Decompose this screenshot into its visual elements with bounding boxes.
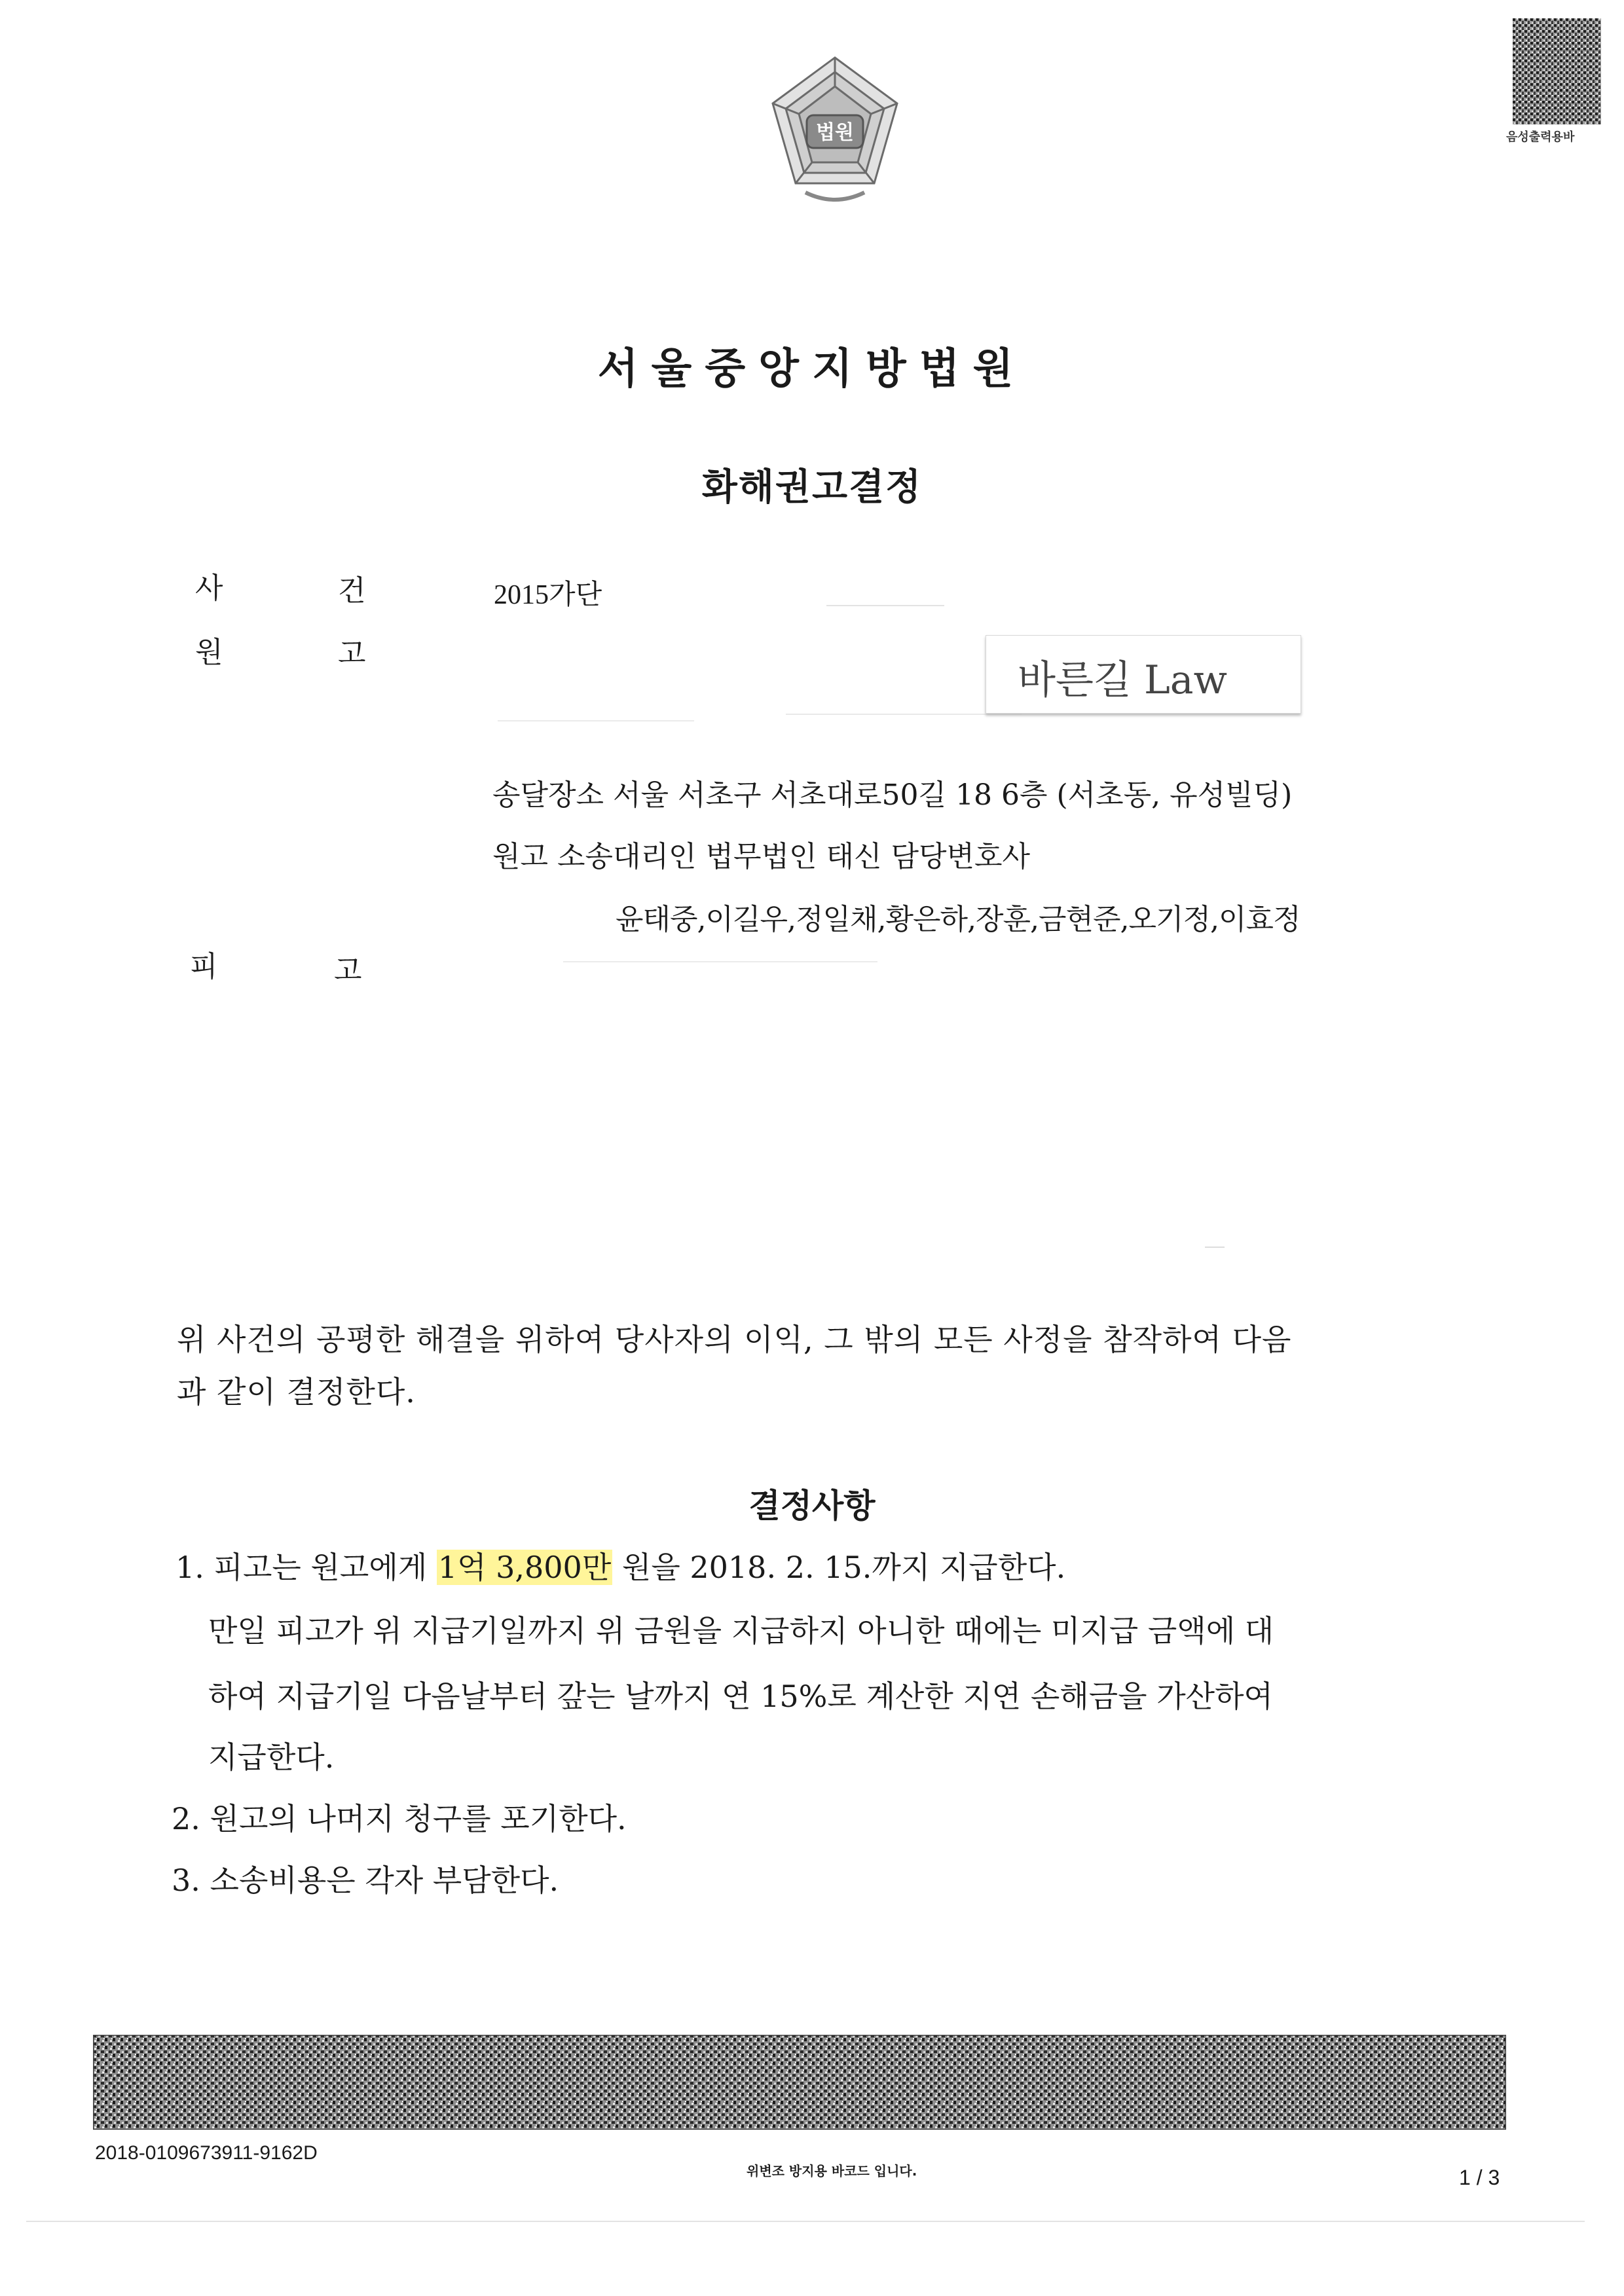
scan-edge-line <box>26 2221 1585 2222</box>
decision-item-1-line-4: 지급한다. <box>208 1740 335 1775</box>
decision-item-1-suffix: 원을 2018. 2. 15.까지 지급한다. <box>612 1550 1066 1585</box>
law-firm-stamp-text: 바른길 Law <box>1018 657 1227 703</box>
document-number: 2018-0109673911-9162D <box>95 2142 318 2164</box>
counsel-line: 원고 소송대리인 법무법인 태신 담당변호사 <box>492 840 1031 873</box>
defendant-label-1: 피 <box>190 950 218 983</box>
defendant-label-2: 고 <box>334 954 362 987</box>
service-address: 송달장소 서울 서초구 서초대로50길 18 6층 (서초동, 유성빌딩) <box>492 778 1293 812</box>
emblem-label: 법원 <box>816 121 854 144</box>
court-emblem-icon <box>766 52 904 210</box>
lawyer-names: 윤태중,이길우,정일채,황은하,장훈,금현준,오기정,이효정 <box>616 903 1301 936</box>
case-label-1: 사 <box>195 572 223 605</box>
document-title: 화해권고결정 <box>701 466 923 509</box>
case-number: 2015가단 <box>494 580 602 610</box>
intro-line-1: 위 사건의 공평한 해결을 위하여 당사자의 이익, 그 밖의 모든 사정을 참작하여 다음 <box>177 1322 1292 1357</box>
decision-item-1-line-2: 만일 피고가 위 지급기일까지 위 금원을 지급하지 아니한 때에는 미지급 금액에 대 <box>208 1613 1274 1649</box>
redaction-trace <box>498 720 694 721</box>
redaction-trace <box>563 961 877 962</box>
case-label-2: 건 <box>338 574 366 608</box>
court-name: 서울중앙지방법원 <box>597 344 1027 393</box>
scan-code-caption: 음성출력용바 <box>1506 130 1575 144</box>
anti-forgery-barcode <box>93 2035 1506 2130</box>
redaction-trace <box>826 605 944 606</box>
decision-heading: 결정사항 <box>748 1487 876 1525</box>
decision-item-1-line-3: 하여 지급기일 다음날부터 갚는 날까지 연 15%로 계산한 지연 손해금을 가산하여 <box>208 1679 1273 1714</box>
decision-item-3: 3. 소송비용은 각자 부담한다. <box>172 1863 559 1898</box>
plaintiff-label-1: 원 <box>195 636 223 669</box>
plaintiff-label-2: 고 <box>338 637 366 670</box>
scan-code-icon <box>1513 18 1601 124</box>
law-firm-stamp <box>986 635 1301 714</box>
barcode-notice: 위변조 방지용 바코드 입니다. <box>747 2163 917 2179</box>
scan-mark <box>1205 1247 1225 1248</box>
decision-item-2: 2. 원고의 나머지 청구를 포기한다. <box>172 1801 627 1836</box>
redaction-trace <box>786 714 1022 715</box>
intro-line-2: 과 같이 결정한다. <box>177 1374 416 1410</box>
decision-item-1 <box>175 1544 1065 1587</box>
awarded-amount: 1억 3,800만 <box>437 1550 612 1585</box>
decision-item-1-prefix: 1. 피고는 원고에게 <box>175 1550 437 1585</box>
page-number: 1 / 3 <box>1459 2166 1500 2189</box>
